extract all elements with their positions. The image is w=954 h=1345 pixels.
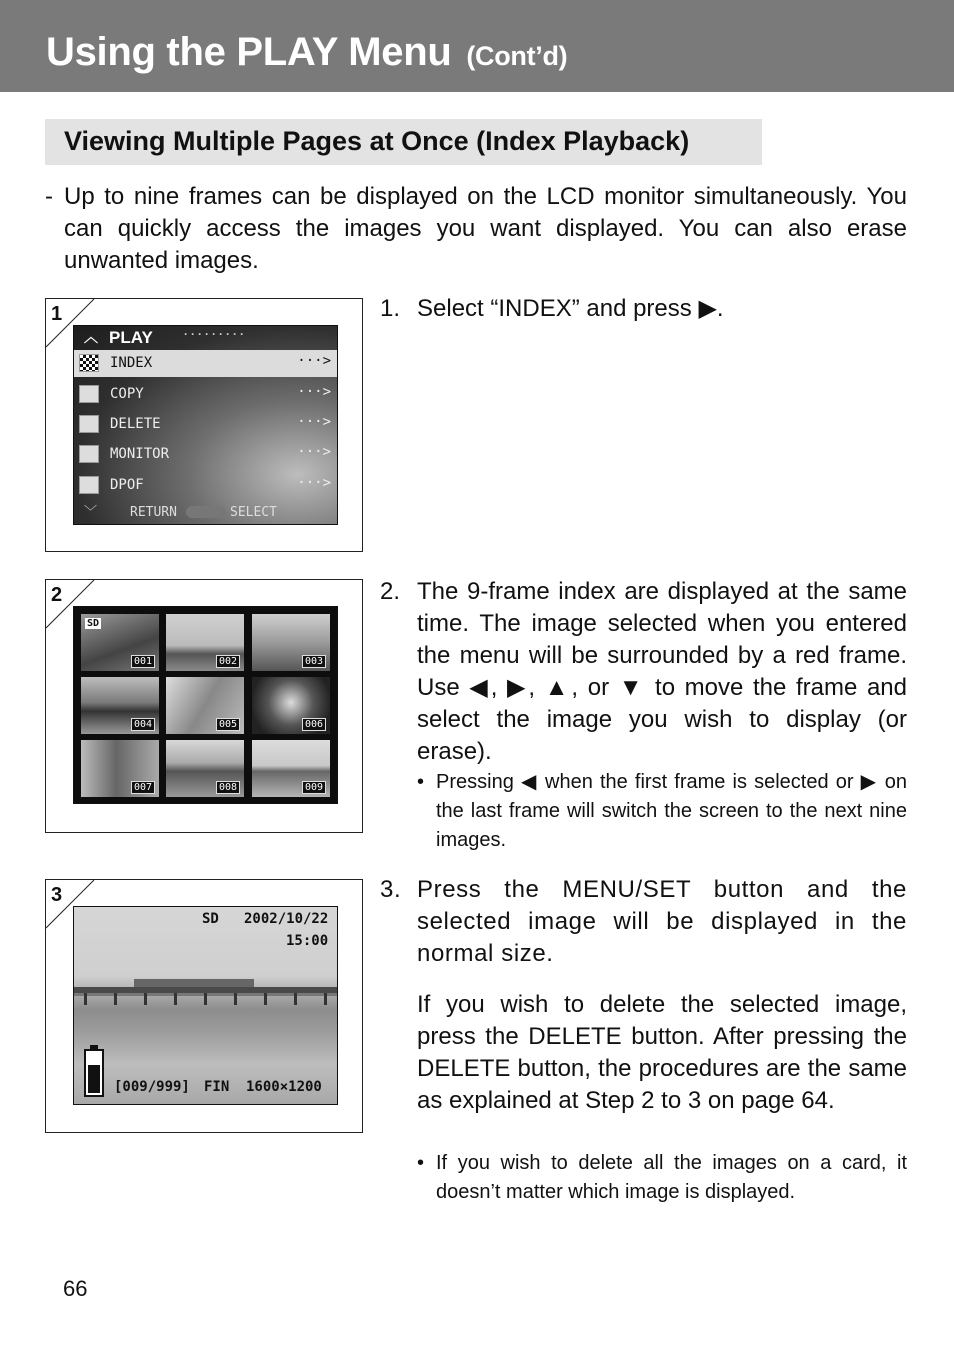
index-icon bbox=[79, 354, 99, 372]
figure-number: 2 bbox=[51, 584, 63, 606]
dotted-arrow-icon: ···> bbox=[297, 475, 331, 491]
direction-pad-icon bbox=[186, 506, 226, 518]
trash-icon bbox=[79, 415, 99, 433]
thumbnail[interactable] bbox=[81, 677, 159, 734]
step-3 bbox=[380, 874, 907, 970]
menu-dots: ········· bbox=[184, 327, 247, 341]
step-1 bbox=[380, 293, 907, 325]
menu-title: PLAY bbox=[109, 328, 153, 347]
figure-1 bbox=[45, 298, 363, 552]
step-number: 1. bbox=[380, 295, 401, 322]
menu-footer bbox=[74, 500, 337, 524]
title-contd: (Cont’d) bbox=[466, 41, 568, 71]
step-3-note bbox=[417, 1149, 907, 1207]
time-readout: 15:00 bbox=[286, 933, 329, 949]
thumbnail[interactable] bbox=[81, 614, 159, 671]
dotted-arrow-icon: ···> bbox=[297, 384, 331, 400]
thumbnail[interactable] bbox=[166, 740, 244, 797]
intro-dash: - bbox=[45, 183, 53, 210]
resolution-indicator: 1600×1200 bbox=[246, 1079, 322, 1095]
copy-icon bbox=[79, 385, 99, 403]
date-readout: 2002/10/22 bbox=[244, 911, 329, 927]
menu-item-label: DPOF bbox=[110, 477, 144, 493]
step-text: Press the MENU/SET button and the selected image will be displayed in the normal size. bbox=[417, 876, 907, 967]
delete-instructions: If you wish to delete the selected image, press the DELETE button. After pressing the DELETE button, the procedures are the same as explained at Step 2 to 3 on page 64. bbox=[417, 991, 907, 1114]
dotted-arrow-icon: ···> bbox=[297, 444, 331, 460]
figure-number: 3 bbox=[51, 884, 63, 906]
thumbnail-label: 006 bbox=[302, 718, 326, 731]
menu-item-delete[interactable] bbox=[74, 411, 337, 438]
chevron-down-icon: ﹀ bbox=[84, 505, 98, 520]
menu-item-label: INDEX bbox=[110, 355, 153, 371]
menu-item-label: COPY bbox=[110, 386, 144, 402]
select-label: SELECT bbox=[230, 505, 277, 520]
title-text: Using the PLAY Menu bbox=[46, 30, 452, 74]
step-text: Select “INDEX” and press ▶. bbox=[417, 295, 724, 322]
dotted-arrow-icon: ···> bbox=[297, 353, 331, 369]
brightness-icon bbox=[79, 445, 99, 463]
return-label: RETURN bbox=[130, 505, 177, 520]
menu-item-label: DELETE bbox=[110, 416, 161, 432]
figure-2 bbox=[45, 579, 363, 833]
bullet-dot: • bbox=[417, 771, 425, 793]
menu-item-dpof[interactable] bbox=[74, 472, 337, 499]
page-title bbox=[46, 30, 567, 75]
thumbnail-label: 007 bbox=[131, 781, 155, 794]
sd-badge: SD bbox=[87, 618, 100, 629]
photo-screen bbox=[73, 906, 338, 1105]
section-title: Viewing Multiple Pages at Once (Index Playback) bbox=[64, 126, 690, 156]
step-2-note bbox=[417, 768, 907, 855]
thumbnail-label: 004 bbox=[131, 718, 155, 731]
figure-number: 1 bbox=[51, 303, 63, 325]
step-text: The 9-frame index are displayed at the same time. The image selected when you entered the menu will be surrounded by a red frame. Use ◀, ▶, ▲, or ▼ to move the frame and select the image you wish to display (or erase). bbox=[417, 578, 907, 765]
thumbnail[interactable] bbox=[166, 614, 244, 671]
step-2 bbox=[380, 576, 907, 768]
thumbnail-label: 005 bbox=[216, 718, 240, 731]
menu-item-copy[interactable] bbox=[74, 381, 337, 408]
print-icon bbox=[79, 476, 99, 494]
thumbnail[interactable] bbox=[252, 677, 330, 734]
step-3-extra bbox=[380, 989, 907, 1117]
menu-item-index[interactable] bbox=[74, 350, 337, 377]
menu-header bbox=[74, 326, 337, 350]
media-indicator: SD bbox=[202, 911, 219, 927]
figure-3 bbox=[45, 879, 363, 1133]
menu-item-label: MONITOR bbox=[110, 446, 170, 462]
thumbnail-label: 008 bbox=[216, 781, 240, 794]
thumbnail-label: 003 bbox=[302, 655, 326, 668]
note-text: Pressing ◀ when the first frame is selected or ▶ on the last frame will switch the screen to the next nine images. bbox=[436, 771, 907, 851]
thumbnail-label: 002 bbox=[216, 655, 240, 668]
battery-icon bbox=[84, 1049, 104, 1097]
note-text: If you wish to delete all the images on a card, it doesn’t matter which image is displayed. bbox=[436, 1152, 907, 1203]
thumbnail-label: 001 bbox=[131, 655, 155, 668]
intro-paragraph bbox=[45, 181, 907, 277]
frame-counter: [009/999] bbox=[114, 1079, 190, 1095]
thumbnail[interactable] bbox=[252, 740, 330, 797]
bullet-dot: • bbox=[417, 1152, 425, 1174]
thumbnail[interactable] bbox=[166, 677, 244, 734]
step-number: 2. bbox=[380, 578, 401, 605]
page-number: 66 bbox=[63, 1276, 88, 1301]
section-heading-box bbox=[45, 119, 762, 165]
header-bar bbox=[0, 0, 954, 92]
menu-screen bbox=[73, 325, 338, 525]
dotted-arrow-icon: ···> bbox=[297, 414, 331, 430]
step-number: 3. bbox=[380, 876, 402, 903]
quality-indicator: FIN bbox=[204, 1079, 230, 1095]
index-screen bbox=[73, 606, 338, 804]
chevron-up-icon: ︿ bbox=[84, 329, 98, 345]
thumbnail[interactable] bbox=[252, 614, 330, 671]
intro-text: Up to nine frames can be displayed on the LCD monitor simultaneously. You can quickly access the images you want displayed. You can also erase unwanted images. bbox=[64, 183, 907, 274]
thumbnail[interactable] bbox=[81, 740, 159, 797]
menu-item-monitor[interactable] bbox=[74, 441, 337, 468]
thumbnail-label: 009 bbox=[302, 781, 326, 794]
